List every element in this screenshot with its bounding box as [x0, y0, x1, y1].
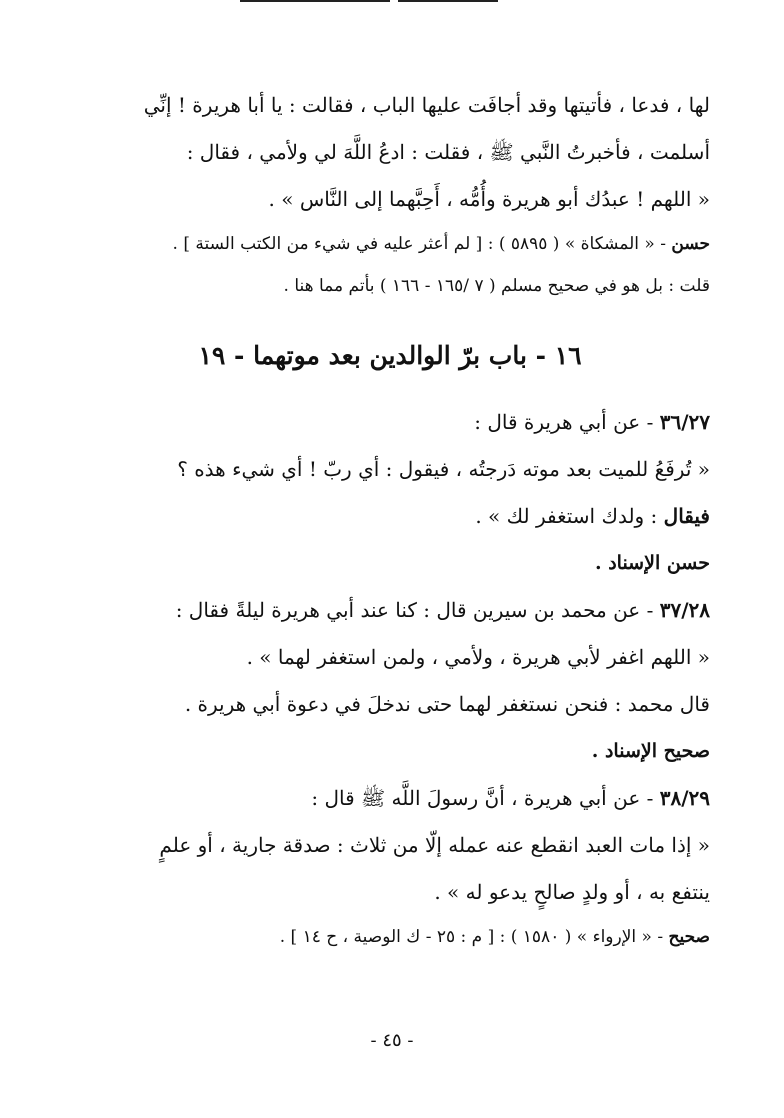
hadith-number: ٣٦/٢٧ [659, 410, 710, 434]
hadith-27-text-1: « تُرفَعُ للميت بعد موته دَرجتُه ، فيقول : أي ربّ ! أي شيء هذه ؟ [177, 457, 710, 481]
hadith-27-grade: حسن الإسناد . [594, 552, 710, 574]
hadith-27-lead: فيقال [663, 504, 710, 528]
hadith-29-grade [70, 916, 710, 958]
hadith-28-text-1: « اللهم اغفر لأبي هريرة ، ولأمي ، ولمن استغفر لهما » . [246, 645, 710, 669]
prayer-line: « اللهم ! عبدُك أبو هريرة وأُمُّه ، أَحِبَّهما إلى النَّاس » . [268, 187, 710, 211]
grade-source: - « الإرواء » ( ١٥٨٠ ) : [ م : ٢٥ - ك الوصية ، ح ١٤ ] . [279, 927, 669, 947]
grade-label: حسن [671, 234, 710, 254]
note-line: قلت : بل هو في صحيح مسلم ( ٧ /١٦٥ - ١٦٦ ) بأتم مما هنا . [283, 276, 710, 296]
page-body [70, 82, 710, 958]
hadith-27-text-rest: : ولدك استغفر لك » . [475, 504, 664, 528]
hadith-28-grade: صحيح الإسناد . [591, 740, 710, 762]
hadith-intro: - عن أبي هريرة ، أنَّ رسولَ اللَّه ﷺ قال : [311, 786, 660, 810]
hadith-number: ٣٨/٢٩ [659, 786, 710, 810]
hadith-29-text-1: « إذا مات العبد انقطع عنه عمله إلّا من ثلاث : صدقة جارية ، أو علمٍ [159, 833, 710, 857]
hadith-29-header [70, 775, 710, 822]
grade-label: صحيح [668, 927, 710, 947]
hadith-28-text-2: قال محمد : فنحن نستغفر لهما حتى ندخلَ في دعوة أبي هريرة . [184, 692, 710, 716]
grade-source: - « المشكاة » ( ٥٨٩٥ ) : [ لم أعثر عليه في شيء من الكتب الستة ] . [172, 234, 672, 254]
chapter-title: ١٦ - باب برّ الوالدين بعد موتهما - ١٩ [198, 341, 582, 370]
text-line-2: أسلمت ، فأخبرتُ النَّبي ﷺ ، فقلت : ادعُ اللَّهَ لي ولأمي ، فقال : [186, 140, 710, 164]
hadith-intro: - عن أبي هريرة قال : [474, 410, 660, 434]
top-rule-left [240, 0, 390, 2]
hadith-29-text-2: ينتفع به ، أو ولدٍ صالحٍ يدعو له » . [434, 880, 710, 904]
hadith-28-header [70, 587, 710, 634]
hadith-number: ٣٧/٢٨ [659, 598, 710, 622]
page-number: - ٤٥ - [370, 1030, 414, 1051]
text-line-1: لها ، فدعا ، فأتيتها وقد أجافَت عليها الباب ، فقالت : يا أبا هريرة ! إنِّي [143, 93, 710, 117]
top-rule-right [398, 0, 498, 2]
hadith-intro: - عن محمد بن سيرين قال : كنا عند أبي هريرة ليلةً فقال : [175, 598, 660, 622]
hadith-27-text-2 [70, 493, 710, 540]
grading-line [70, 223, 710, 265]
hadith-27-header [70, 399, 710, 446]
